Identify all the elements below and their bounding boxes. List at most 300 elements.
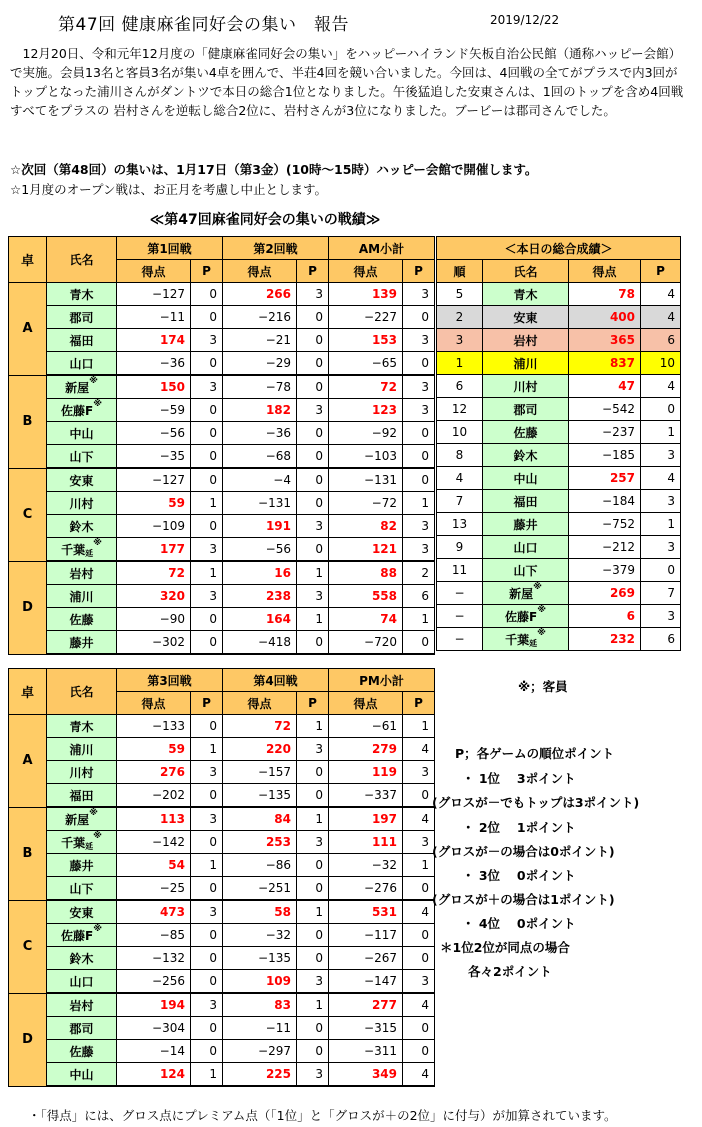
round-a-header: 第3回戦 — [117, 669, 223, 692]
score-cell: 72 — [329, 375, 403, 399]
player-name: 岩村 — [47, 993, 117, 1017]
point-cell: 0 — [191, 515, 223, 538]
score-cell: 88 — [329, 561, 403, 585]
rank-cell: 8 — [437, 444, 483, 467]
score-cell: 164 — [223, 608, 297, 631]
point-cell: 1 — [641, 513, 681, 536]
guest-subscript: 延 — [529, 638, 538, 648]
point-cell: 1 — [641, 421, 681, 444]
score-cell: −227 — [329, 306, 403, 329]
score-cell: −337 — [329, 784, 403, 808]
score-cell: −109 — [117, 515, 191, 538]
score-cell: 225 — [223, 1063, 297, 1087]
point-cell: 0 — [403, 631, 435, 655]
point-cell: 0 — [297, 877, 329, 901]
player-name: 岩村 — [47, 561, 117, 585]
table-row — [9, 761, 435, 784]
am-results-table — [8, 236, 435, 655]
player-name: 青木 — [483, 283, 569, 306]
point-cell: 1 — [403, 715, 435, 738]
point-cell: 3 — [403, 329, 435, 352]
player-name: 佐藤 — [47, 608, 117, 631]
legend-line-9: 各々2ポイント — [468, 964, 552, 979]
score-cell: −202 — [117, 784, 191, 808]
col-name-header: 氏名 — [47, 669, 117, 715]
point-cell: 0 — [191, 445, 223, 469]
table-letter: D — [9, 993, 47, 1086]
table-row — [9, 329, 435, 352]
overall-row — [437, 329, 681, 352]
score-cell: −32 — [329, 854, 403, 877]
point-cell: 3 — [403, 761, 435, 784]
score-header: 得点 — [117, 692, 191, 715]
player-name: 佐藤F※ — [47, 924, 117, 947]
score-cell: 276 — [117, 761, 191, 784]
player-name: 福田 — [47, 784, 117, 808]
score-cell: −131 — [329, 468, 403, 492]
score-cell: 153 — [329, 329, 403, 352]
next-meeting-notice: ☆次回（第48回）の集いは、1月17日（第3金）(10時～15時）ハッピー会館で開催します。 — [10, 162, 538, 177]
score-cell: −36 — [223, 422, 297, 445]
point-cell: 3 — [191, 900, 223, 924]
score-cell: 257 — [569, 467, 641, 490]
score-cell: 320 — [117, 585, 191, 608]
point-cell: 3 — [403, 831, 435, 854]
point-cell: 6 — [641, 329, 681, 352]
point-cell: 0 — [297, 1017, 329, 1040]
score-cell: −157 — [223, 761, 297, 784]
point-cell: 1 — [191, 492, 223, 515]
guest-mark: ※ — [89, 375, 98, 386]
point-cell: 0 — [191, 831, 223, 854]
score-cell: 59 — [117, 738, 191, 761]
table-row — [9, 831, 435, 854]
player-name: 鈴木 — [47, 947, 117, 970]
player-name: 山口 — [47, 352, 117, 376]
overall-row — [437, 375, 681, 398]
legend-line-2: (グロスが－でもトップは3ポイント) — [432, 795, 640, 810]
point-cell: 1 — [191, 1063, 223, 1087]
point-cell: 0 — [191, 877, 223, 901]
table-row — [9, 924, 435, 947]
player-name: 山下 — [47, 445, 117, 469]
overall-row — [437, 421, 681, 444]
point-cell: 3 — [641, 444, 681, 467]
rank-cell: 4 — [437, 467, 483, 490]
point-cell: 0 — [191, 468, 223, 492]
table-letter: B — [9, 375, 47, 468]
score-header: 得点 — [117, 260, 191, 283]
score-cell: 177 — [117, 538, 191, 562]
score-cell: −752 — [569, 513, 641, 536]
rank-cell: 7 — [437, 490, 483, 513]
col-table-header: 卓 — [9, 669, 47, 715]
score-cell: 266 — [223, 283, 297, 306]
point-cell: 0 — [297, 468, 329, 492]
score-cell: 58 — [223, 900, 297, 924]
point-cell: 3 — [191, 329, 223, 352]
score-cell: −256 — [117, 970, 191, 994]
score-cell: 238 — [223, 585, 297, 608]
player-name: 山下 — [483, 559, 569, 582]
player-name: 安東 — [47, 468, 117, 492]
point-cell: 0 — [297, 947, 329, 970]
score-cell: −72 — [329, 492, 403, 515]
guest-subscript: 延 — [85, 548, 94, 558]
point-cell: 10 — [641, 352, 681, 375]
player-name: 浦川 — [47, 738, 117, 761]
overall-row — [437, 605, 681, 628]
score-cell: −4 — [223, 468, 297, 492]
point-cell: 0 — [297, 538, 329, 562]
score-cell: −184 — [569, 490, 641, 513]
point-cell: 3 — [191, 761, 223, 784]
player-name: 郡司 — [47, 1017, 117, 1040]
table-row — [9, 306, 435, 329]
point-cell: 4 — [641, 283, 681, 306]
point-cell: 0 — [403, 784, 435, 808]
point-cell: 3 — [297, 515, 329, 538]
overall-row — [437, 628, 681, 651]
guest-mark: ※ — [89, 807, 98, 818]
score-cell: 78 — [569, 283, 641, 306]
score-cell: −32 — [223, 924, 297, 947]
player-name: 川村 — [47, 492, 117, 515]
point-cell: 1 — [191, 561, 223, 585]
point-cell: 0 — [403, 468, 435, 492]
point-cell: 1 — [297, 561, 329, 585]
score-header: 得点 — [569, 260, 641, 283]
overall-row — [437, 444, 681, 467]
score-cell: 59 — [117, 492, 191, 515]
point-cell: 4 — [641, 375, 681, 398]
legend-title: P；各ゲームの順位ポイント — [455, 746, 615, 761]
score-cell: −90 — [117, 608, 191, 631]
round-a-header: 第1回戦 — [117, 237, 223, 260]
col-name-header: 氏名 — [47, 237, 117, 283]
point-cell: 4 — [403, 993, 435, 1017]
player-name: 藤井 — [483, 513, 569, 536]
table-row — [9, 715, 435, 738]
table-row — [9, 947, 435, 970]
score-cell: −216 — [223, 306, 297, 329]
guest-subscript: 延 — [85, 841, 94, 851]
score-cell: 54 — [117, 854, 191, 877]
player-name: 浦川 — [47, 585, 117, 608]
point-cell: 0 — [403, 947, 435, 970]
guest-note: ※；客員 — [518, 679, 568, 694]
point-cell: 6 — [403, 585, 435, 608]
legend-line-1: ・ 1位 3ポイント — [462, 771, 576, 786]
point-cell: 0 — [297, 854, 329, 877]
overall-row — [437, 490, 681, 513]
score-cell: −11 — [223, 1017, 297, 1040]
score-cell: −185 — [569, 444, 641, 467]
rank-cell: 5 — [437, 283, 483, 306]
point-header: P — [191, 692, 223, 715]
score-cell: −276 — [329, 877, 403, 901]
score-cell: 16 — [223, 561, 297, 585]
point-cell: 0 — [191, 924, 223, 947]
score-cell: −297 — [223, 1040, 297, 1063]
player-name: 福田 — [483, 490, 569, 513]
player-name: 郡司 — [483, 398, 569, 421]
score-cell: −133 — [117, 715, 191, 738]
player-name: 青木 — [47, 715, 117, 738]
subtotal-header: PM小計 — [329, 669, 435, 692]
point-cell: 0 — [297, 422, 329, 445]
point-cell: 3 — [297, 283, 329, 306]
player-name: 鈴木 — [47, 515, 117, 538]
table-letter: C — [9, 468, 47, 561]
player-name: 新屋※ — [47, 807, 117, 831]
point-cell: 0 — [403, 877, 435, 901]
score-cell: −720 — [329, 631, 403, 655]
legend-line-5: ・ 3位 0ポイント — [462, 868, 576, 883]
table-letter: A — [9, 283, 47, 376]
point-header: P — [403, 260, 435, 283]
rank-cell: 11 — [437, 559, 483, 582]
overall-row — [437, 352, 681, 375]
rank-cell: 6 — [437, 375, 483, 398]
score-cell: 531 — [329, 900, 403, 924]
score-cell: −237 — [569, 421, 641, 444]
overall-row — [437, 582, 681, 605]
point-cell: 3 — [641, 605, 681, 628]
table-row — [9, 1040, 435, 1063]
table-row — [9, 585, 435, 608]
player-name: 藤井 — [47, 631, 117, 655]
header-row — [9, 237, 435, 260]
legend-line-8: ＊1位2位が同点の場合 — [440, 940, 570, 955]
point-cell: 3 — [297, 399, 329, 422]
score-cell: 119 — [329, 761, 403, 784]
point-cell: 0 — [191, 306, 223, 329]
rank-cell: − — [437, 582, 483, 605]
rank-cell: 9 — [437, 536, 483, 559]
point-cell: 4 — [403, 1063, 435, 1087]
point-cell: 3 — [403, 399, 435, 422]
score-cell: 84 — [223, 807, 297, 831]
point-cell: 0 — [403, 422, 435, 445]
table-row — [9, 631, 435, 655]
point-cell: 3 — [403, 970, 435, 994]
score-cell: −127 — [117, 468, 191, 492]
score-cell: 279 — [329, 738, 403, 761]
score-cell: −127 — [117, 283, 191, 306]
rank-cell: 3 — [437, 329, 483, 352]
guest-mark: ※ — [93, 830, 102, 841]
score-cell: −142 — [117, 831, 191, 854]
score-cell: 182 — [223, 399, 297, 422]
player-name: 千葉延※ — [47, 538, 117, 562]
point-cell: 0 — [191, 283, 223, 306]
score-header: 得点 — [329, 692, 403, 715]
point-cell: 0 — [297, 492, 329, 515]
pm-results-table — [8, 668, 435, 1087]
point-cell: 0 — [191, 399, 223, 422]
rank-cell: 1 — [437, 352, 483, 375]
score-cell: 109 — [223, 970, 297, 994]
point-cell: 0 — [191, 970, 223, 994]
subtotal-header: AM小計 — [329, 237, 435, 260]
table-row — [9, 468, 435, 492]
name-header: 氏名 — [483, 260, 569, 283]
score-cell: 253 — [223, 831, 297, 854]
point-cell: 3 — [297, 831, 329, 854]
score-cell: −78 — [223, 375, 297, 399]
point-cell: 0 — [403, 445, 435, 469]
point-cell: 0 — [297, 306, 329, 329]
player-name: 山口 — [47, 970, 117, 994]
table-row — [9, 970, 435, 994]
score-cell: 473 — [117, 900, 191, 924]
point-cell: 0 — [403, 1040, 435, 1063]
guest-mark: ※ — [93, 537, 102, 548]
point-cell: 0 — [403, 924, 435, 947]
point-cell: 0 — [641, 398, 681, 421]
score-cell: −135 — [223, 947, 297, 970]
player-name: 鈴木 — [483, 444, 569, 467]
player-name: 佐藤 — [483, 421, 569, 444]
score-cell: −131 — [223, 492, 297, 515]
table-row — [9, 900, 435, 924]
point-cell: 4 — [403, 807, 435, 831]
player-name: 中山 — [47, 1063, 117, 1087]
score-cell: −11 — [117, 306, 191, 329]
score-cell: −418 — [223, 631, 297, 655]
col-table-header: 卓 — [9, 237, 47, 283]
score-cell: −302 — [117, 631, 191, 655]
point-cell: 3 — [297, 970, 329, 994]
point-cell: 0 — [191, 631, 223, 655]
table-row — [9, 608, 435, 631]
guest-mark: ※ — [537, 604, 546, 615]
table-row — [9, 352, 435, 376]
guest-mark: ※ — [93, 398, 102, 409]
score-cell: 194 — [117, 993, 191, 1017]
player-name: 新屋※ — [47, 375, 117, 399]
guest-mark: ※ — [533, 581, 542, 592]
score-cell: −29 — [223, 352, 297, 376]
point-cell: 1 — [403, 608, 435, 631]
score-cell: −251 — [223, 877, 297, 901]
score-cell: −65 — [329, 352, 403, 376]
point-cell: 3 — [403, 515, 435, 538]
score-cell: −92 — [329, 422, 403, 445]
score-cell: −21 — [223, 329, 297, 352]
point-cell: 3 — [403, 538, 435, 562]
point-header: P — [641, 260, 681, 283]
table-letter: C — [9, 900, 47, 993]
table-row — [9, 807, 435, 831]
table-row — [9, 561, 435, 585]
point-cell: 0 — [297, 329, 329, 352]
player-name: 岩村 — [483, 329, 569, 352]
score-cell: 269 — [569, 582, 641, 605]
point-cell: 0 — [297, 352, 329, 376]
table-letter: D — [9, 561, 47, 654]
score-cell: −61 — [329, 715, 403, 738]
table-row — [9, 854, 435, 877]
player-name: 郡司 — [47, 306, 117, 329]
rank-cell: 10 — [437, 421, 483, 444]
table-row — [9, 738, 435, 761]
score-cell: 558 — [329, 585, 403, 608]
point-cell: 0 — [297, 761, 329, 784]
point-cell: 4 — [403, 738, 435, 761]
overall-row — [437, 283, 681, 306]
point-cell: 1 — [297, 900, 329, 924]
score-cell: −379 — [569, 559, 641, 582]
point-cell: 1 — [191, 738, 223, 761]
point-cell: 3 — [191, 375, 223, 399]
score-cell: 83 — [223, 993, 297, 1017]
score-cell: 365 — [569, 329, 641, 352]
guest-mark: ※ — [93, 923, 102, 934]
legend-line-3: ・ 2位 1ポイント — [462, 820, 576, 835]
player-name: 浦川 — [483, 352, 569, 375]
player-name: 山口 — [483, 536, 569, 559]
overall-row — [437, 306, 681, 329]
score-cell: −542 — [569, 398, 641, 421]
legend-line-7: ・ 4位 0ポイント — [462, 916, 576, 931]
report-date: 2019/12/22 — [490, 13, 560, 27]
point-header: P — [297, 692, 329, 715]
score-cell: −117 — [329, 924, 403, 947]
point-cell: 3 — [191, 807, 223, 831]
player-name: 山下 — [47, 877, 117, 901]
score-cell: 837 — [569, 352, 641, 375]
point-cell: 2 — [403, 561, 435, 585]
point-cell: 0 — [297, 375, 329, 399]
rank-cell: 12 — [437, 398, 483, 421]
score-cell: −85 — [117, 924, 191, 947]
table-row — [9, 538, 435, 562]
score-cell: −103 — [329, 445, 403, 469]
point-cell: 0 — [191, 422, 223, 445]
point-cell: 3 — [297, 585, 329, 608]
score-cell: 150 — [117, 375, 191, 399]
rank-cell: − — [437, 605, 483, 628]
point-cell: 3 — [641, 490, 681, 513]
point-cell: 0 — [297, 924, 329, 947]
score-cell: −135 — [223, 784, 297, 808]
score-cell: −304 — [117, 1017, 191, 1040]
overall-row — [437, 513, 681, 536]
point-cell: 0 — [191, 784, 223, 808]
player-name: 藤井 — [47, 854, 117, 877]
header-row — [9, 669, 435, 692]
score-cell: 220 — [223, 738, 297, 761]
point-cell: 3 — [403, 375, 435, 399]
player-name: 青木 — [47, 283, 117, 306]
score-cell: −311 — [329, 1040, 403, 1063]
overall-row — [437, 536, 681, 559]
point-cell: 3 — [297, 1063, 329, 1087]
point-cell: 6 — [641, 628, 681, 651]
point-cell: 0 — [297, 784, 329, 808]
point-cell: 0 — [403, 306, 435, 329]
results-title: ≪第47回麻雀同好会の集いの戦績≫ — [149, 212, 381, 228]
score-cell: 72 — [117, 561, 191, 585]
score-cell: −315 — [329, 1017, 403, 1040]
intro-paragraph: 12月20日、令和元年12月度の「健康麻雀同好会の集い」をハッピーハイランド矢板自治公民館（通称ハッピー会館）で実施。会員13名と客員3名が集い4卓を囲んで、半荘4回を競い合いました。今回は、4回戦の全てがプラスで内3回がトップとなった浦川さんがダントツで本日の総合1位となりました。午後猛追した安東さんは、1回のトップを含め4回戦すべてをプラスの 岩村さんを逆転し総合2位に、岩村さんが3位になりました。ブービーは郡司さんでした。 — [10, 46, 684, 118]
overall-header-row — [437, 260, 681, 283]
legend-line-4: (グロスが－の場合は0ポイント) — [432, 844, 615, 859]
player-name: 中山 — [47, 422, 117, 445]
score-header: 得点 — [329, 260, 403, 283]
